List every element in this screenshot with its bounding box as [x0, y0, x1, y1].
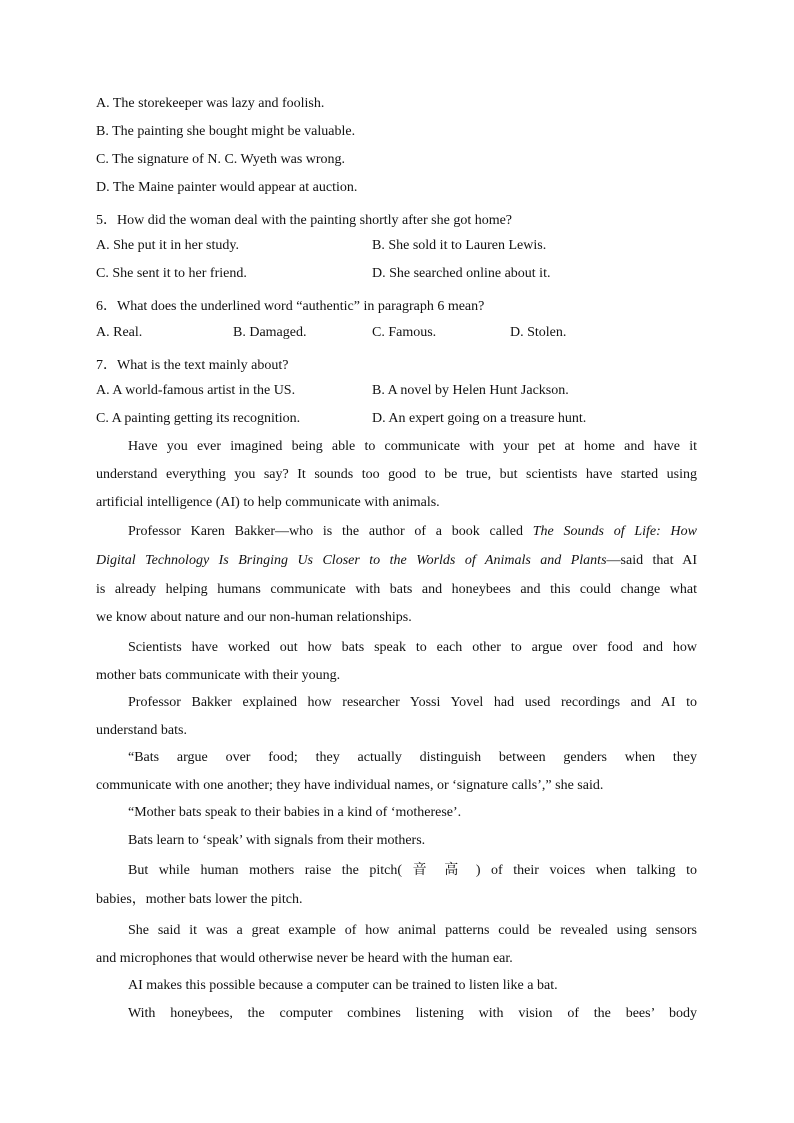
passage-line: is already helping humans communicate with bats and honeybees and this could change what: [96, 582, 697, 597]
q7-option-c: C. A painting getting its recognition.: [96, 411, 301, 426]
passage-line: and microphones that would otherwise never be heard with the human ear.: [96, 951, 513, 966]
passage-paragraph-7: [96, 827, 697, 855]
passage-paragraph-1: [96, 433, 697, 517]
q5-stem: 5．How did the woman deal with the painting shortly after she got home?: [96, 213, 513, 228]
q4-option-c: C. The signature of N. C. Wyeth was wrong.: [96, 152, 346, 167]
passage-paragraph-10: [96, 972, 697, 1000]
q4-option-a: A. The storekeeper was lazy and foolish.: [96, 96, 325, 111]
passage-text: —said that AI: [606, 553, 698, 568]
passage-line: understand bats.: [96, 723, 187, 738]
q6-stem: 6．What does the underlined word “authentic” in paragraph 6 mean?: [96, 299, 485, 314]
q4-option-d: D. The Maine painter would appear at auction.: [96, 180, 358, 195]
q7-option-b: B. A novel by Helen Hunt Jackson.: [372, 383, 569, 398]
q4-option-b: B. The painting she bought might be valuable.: [96, 124, 356, 139]
passage-line: communicate with one another; they have individual names, or ‘signature calls’,” she said.: [96, 778, 604, 793]
passage-line: Scientists have worked out how bats speak to each other to argue over food and how: [128, 640, 697, 655]
passage-line: artificial intelligence (AI) to help communicate with animals.: [96, 495, 440, 510]
passage-line: understand everything you say? It sounds too good to be true, but scientists have started using: [96, 467, 697, 482]
q6-option-b: B. Damaged.: [233, 325, 307, 340]
passage-line: She said it was a great example of how animal patterns could be revealed using sensors: [128, 923, 697, 938]
q5-option-d: D. She searched online about it.: [372, 266, 551, 281]
passage-paragraph-9: [96, 917, 697, 973]
passage-paragraph-8: [96, 856, 697, 914]
passage-line: Professor Bakker explained how researcher Yossi Yovel had used recordings and AI to: [128, 695, 697, 710]
passage-line: “Bats argue over food; they actually distinguish between genders when they: [128, 750, 697, 765]
passage-line: Have you ever imagined being able to communicate with your pet at home and have it: [128, 439, 697, 454]
passage-line: babies，mother bats lower the pitch.: [96, 892, 303, 907]
passage-line: we know about nature and our non-human relationships.: [96, 610, 412, 625]
passage-line: With honeybees, the computer combines listening with vision of the bees’ body: [128, 1006, 697, 1021]
passage-paragraph-4: [96, 689, 697, 745]
passage-paragraph-11: [96, 1000, 697, 1028]
passage-line: “Mother bats speak to their babies in a kind of ‘motherese’.: [128, 805, 462, 820]
book-title-part-1: The Sounds of Life: How: [532, 524, 698, 539]
passage-line: But while human mothers raise the pitch( 音 高 ) of their voices when talking to: [128, 863, 697, 878]
book-title-part-2: Digital Technology Is Bringing Us Closer to the Worlds of Animals and Plants: [96, 553, 607, 568]
q7-stem: 7．What is the text mainly about?: [96, 358, 289, 373]
q5-option-c: C. She sent it to her friend.: [96, 266, 247, 281]
passage-paragraph-2: [96, 518, 697, 632]
q7-option-d: D. An expert going on a treasure hunt.: [372, 411, 587, 426]
q5-option-b: B. She sold it to Lauren Lewis.: [372, 238, 547, 253]
passage-line: mother bats communicate with their young.: [96, 668, 341, 683]
q5-option-a: A. She put it in her study.: [96, 238, 239, 253]
passage-line: AI makes this possible because a computer can be trained to listen like a bat.: [128, 978, 558, 993]
passage-line: [96, 546, 697, 576]
q6-option-a: A. Real.: [96, 325, 143, 340]
passage-paragraph-6: [96, 799, 697, 827]
passage-paragraph-3: [96, 634, 697, 690]
q6-option-c: C. Famous.: [372, 325, 437, 340]
passage-line: [96, 518, 697, 546]
passage-paragraph-5: [96, 744, 697, 800]
passage-text: Professor Karen Bakker—who is the author of a book called: [128, 524, 533, 539]
q6-option-d: D. Stolen.: [510, 325, 567, 340]
q7-option-a: A. A world-famous artist in the US.: [96, 383, 296, 398]
passage-line: Bats learn to ‘speak’ with signals from their mothers.: [128, 833, 426, 848]
